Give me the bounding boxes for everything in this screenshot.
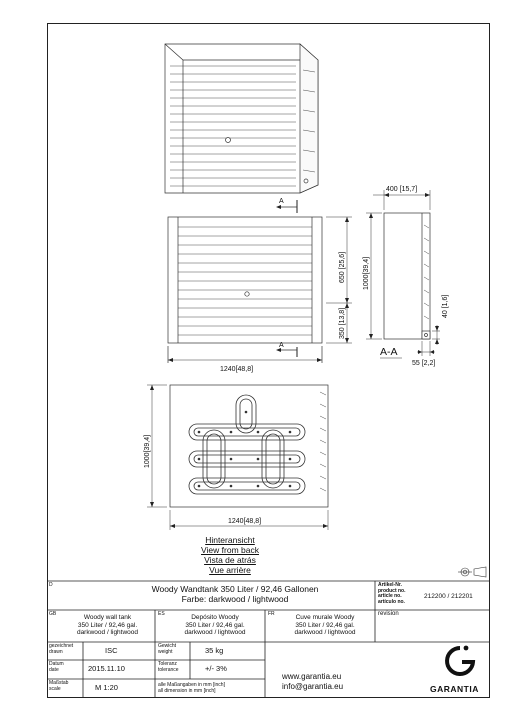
front-view: [168, 200, 352, 363]
weight-label-en: weight: [158, 648, 173, 655]
title-german: [100, 584, 370, 604]
caption-fr: Vue arrière: [209, 565, 251, 575]
gb-line-3: darkwood / lightwood: [76, 629, 139, 636]
tolerance-value: +/- 3%: [205, 664, 227, 673]
gb-line-1: Woody wall tank: [83, 614, 132, 621]
article-label-de: Artikel-Nr.: [378, 582, 402, 588]
email-link[interactable]: info@garantia.eu: [282, 682, 344, 691]
weight-label-de: Gewicht: [158, 643, 177, 649]
tolerance-label-en: tolerance: [158, 666, 179, 673]
es-line-3: darkwood / lightwood: [184, 629, 246, 636]
dimensions-note-en: all dimension in mm [inch]: [158, 687, 216, 694]
article-label-en: product no.: [378, 587, 406, 594]
caption-en: View from back: [201, 545, 259, 555]
back-view: [147, 385, 328, 530]
weight-label: [158, 644, 176, 655]
scale-label: [49, 681, 68, 692]
cut-marker-bottom: A: [279, 342, 284, 349]
revision-label: revision: [378, 611, 399, 617]
lang-gb-label: GB: [49, 611, 57, 617]
caption-de: Hinteransicht: [205, 535, 255, 545]
front-width-dimension: 1240[48,8]: [220, 366, 254, 373]
lang-d-label: D: [49, 582, 53, 588]
article-labels: [378, 583, 406, 605]
fr-line-2: 350 Liter / 92,46 gal.: [295, 621, 355, 629]
gb-description: [60, 614, 155, 637]
weight-value: 35 kg: [205, 646, 224, 655]
fr-line-3: darkwood / lightwood: [294, 629, 356, 636]
side-height-dimension: 1000[39,4]: [363, 256, 370, 290]
back-height-dimension: 1000[39,4]: [144, 434, 151, 468]
brand-name: GARANTIA: [430, 684, 479, 694]
fr-line-1: Cuve murale Woody: [295, 614, 355, 621]
date-label: [49, 662, 64, 673]
back-view-caption: [150, 535, 310, 575]
title-line-2: Farbe: darkwood / lightwood: [181, 594, 289, 604]
side-small-height-dimension: 40 [1,6]: [442, 294, 449, 318]
back-width-dimension: 1240[48,8]: [228, 518, 262, 525]
section-view: [366, 190, 440, 358]
tolerance-label-de: Toleranz: [158, 661, 177, 667]
gb-line-2: 350 Liter / 92,46 gal.: [77, 621, 138, 629]
fr-description: [275, 614, 375, 637]
contact-info: [282, 672, 343, 692]
front-top-dimension: 650 [25,6]: [339, 251, 346, 283]
front-bottom-dimension: 350 [13,8]: [339, 307, 346, 339]
article-label-fr: article no.: [378, 593, 402, 600]
es-description: [165, 614, 265, 637]
drawn-label-de: gezeichnet: [49, 643, 74, 649]
es-line-1: Depósito Woody: [191, 614, 239, 621]
side-depth-dimension: 400 [15,7]: [386, 186, 418, 193]
logo-dot-icon: [464, 646, 469, 651]
lang-es-label: ES: [158, 611, 165, 617]
title-line-1: Woody Wandtank 350 Liter / 92,46 Gallonen: [151, 584, 319, 594]
date-label-de: Datum: [49, 661, 64, 667]
article-number: 212200 / 212201: [424, 593, 473, 600]
date-value: 2015.11.10: [88, 664, 125, 673]
es-line-2: 350 Liter / 92,46 gal.: [185, 621, 245, 629]
cut-marker-top: A: [279, 198, 284, 205]
side-small-width-dimension: 55 [2,2]: [412, 360, 436, 367]
scale-value: M 1:20: [95, 683, 118, 692]
date-label-en: date: [49, 666, 59, 673]
section-label: A-A: [380, 346, 398, 358]
garantia-logo-icon: [447, 648, 473, 674]
scale-label-de: Maßstab: [49, 680, 69, 686]
drawn-value: ISC: [105, 646, 118, 655]
dimensions-note: [158, 683, 225, 694]
tolerance-label: [158, 662, 179, 673]
projection-symbol-icon: [458, 567, 486, 577]
website-link[interactable]: www.garantia.eu: [282, 672, 342, 681]
article-label-es: artículo no.: [378, 598, 405, 605]
lang-fr-label: FR: [268, 611, 275, 617]
drawn-label: [49, 644, 73, 655]
caption-es: Vista de atrás: [204, 555, 256, 565]
isometric-view: [165, 44, 318, 193]
dimensions-note-de: alle Maßangaben in mm [inch]: [158, 682, 225, 688]
drawn-label-en: drawn: [49, 648, 63, 655]
scale-label-en: scale: [49, 685, 61, 692]
